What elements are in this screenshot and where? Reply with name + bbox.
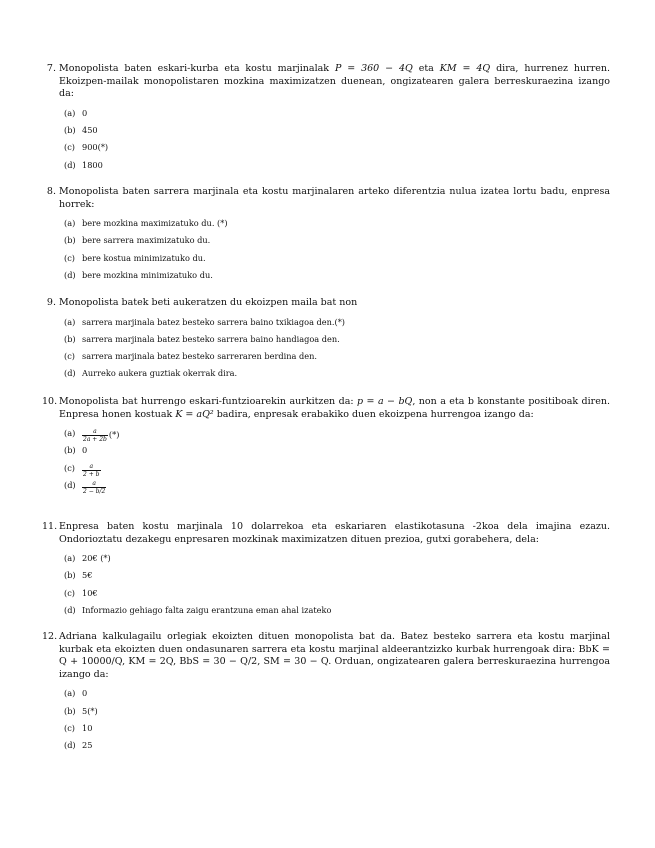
fraction: $\frac{a}{2a + 2b}$ [83,428,107,444]
option-a[interactable]: (a) 20€ (*) [64,553,111,564]
option-b[interactable]: (b) 450 [64,125,98,136]
question-number: 9. [46,297,56,308]
question-10 [42,396,610,497]
option-a[interactable]: (a) sarrera marjinala batez besteko sarrera baino txikiagoa den.(*) [64,316,346,327]
fraction: $\frac{a}{2 + b}$ [83,462,100,478]
question-number: 7. [46,63,56,74]
options-list [64,428,610,497]
option-a[interactable]: (a) 0 [64,688,88,699]
question-text: Monopolista bat hurrengo eskari-funtzioarekin aurkitzen da: p = a − bQ, non a eta b konstante positiboak diren. Enpresa honen kostuak K = aQ² badira, enpresak erabakiko duen ekoizpena hurrengoa izango da: [59,396,610,420]
demand-formula: P = 360 − 4Q [334,63,413,74]
option-b[interactable]: (b) 0 [64,445,88,456]
option-c[interactable]: (c) 900(*) [64,142,109,153]
question-number: 8. [46,186,56,197]
options-list [64,688,610,757]
option-d[interactable]: (d) Informazio gehiago falta zaigu erantzuna eman ahal izateko [64,605,332,616]
question-text: Enpresa baten kostu marjinala 10 dolarrekoa eta eskariaren elastikotasuna -2koa dela imajina ezazu. Ondorioztatu dezakegu enpresaren mozkinak maximizatzen dituen prezioa, gutxi gorabehera, dela: [59,521,610,545]
question-12 [42,631,610,758]
marginal-cost-formula: KM = 4Q [439,63,491,74]
question-text: Adriana kalkulagailu orlegiak ekoizten dituen monopolista bat da. Batez besteko sarrera eta kostu marjinal kurbak eta ekoizten duen ondasunaren sarrera eta kostu marjinal aldeerantzizko kurbak hurrengoak dira: BbK = Q + 10000/Q, KM = 2Q, BbS = 30 − Q/2, SM = 30 − Q. Orduan, ongizatearen galera berreskuraezina hurrengoa izango da: [59,631,610,680]
question-text: Monopolista baten sarrera marjinala eta kostu marjinalaren arteko diferentzia nulua izatea lortu badu, enpresa horrek: [59,186,610,210]
option-c[interactable]: (c) $\frac{a}{2 + b}$ [64,462,100,478]
question-7 [42,63,610,177]
option-c[interactable]: (c) 10 [64,722,93,733]
question-number: 11. [42,521,58,532]
demand-function-formula: p = a − bQ [357,396,413,407]
options-list [64,317,610,386]
fraction: $\frac{a}{2 - b/2}$ [83,480,106,496]
options-list [64,553,610,622]
option-d[interactable]: (d) Aurreko aukera guztiak okerrak dira. [64,368,238,379]
option-b[interactable]: (b) 5(*) [64,705,98,716]
option-b[interactable]: (b) bere sarrera maximizatuko du. [64,235,211,246]
option-d[interactable]: (d) $\frac{a}{2 - b/2}$ [64,480,106,496]
options-list [64,218,610,287]
option-a[interactable]: (a) $\frac{a}{2a + 2b}$ (*) [64,428,120,444]
option-c[interactable]: (c) sarrera marjinala batez besteko sarreraren berdina den. [64,351,317,362]
question-8 [42,186,610,287]
option-d[interactable]: (d) 1800 [64,159,103,170]
option-b[interactable]: (b) sarrera marjinala batez besteko sarrera baino handiagoa den. [64,333,340,344]
question-text: Monopolista baten eskari-kurba eta kostu marjinalak P = 360 − 4Q eta KM = 4Q dira, hurrenez hurren. Ekoizpen-mailak monopolistaren mozkina maximizatzen duenean, ongizatearen galera berreskuraezina izango da: [59,63,610,100]
option-c[interactable]: (c) bere kostua minimizatuko du. [64,252,206,263]
question-11 [42,521,610,622]
question-number: 10. [42,396,58,407]
option-d[interactable]: (d) bere mozkina minimizatuko du. [64,270,213,281]
option-b[interactable]: (b) 5€ [64,570,93,581]
question-text: Monopolista batek beti aukeratzen du ekoizpen maila bat non [59,297,358,308]
question-9 [42,297,610,386]
cost-function-formula: K = aQ² [175,408,214,420]
question-number: 12. [42,631,58,642]
option-a[interactable]: (a) 0 [64,107,88,118]
options-list [64,108,610,177]
option-d[interactable]: (d) 25 [64,740,93,751]
option-c[interactable]: (c) 10€ [64,587,98,598]
option-a[interactable]: (a) bere mozkina maximizatuko du. (*) [64,218,228,229]
